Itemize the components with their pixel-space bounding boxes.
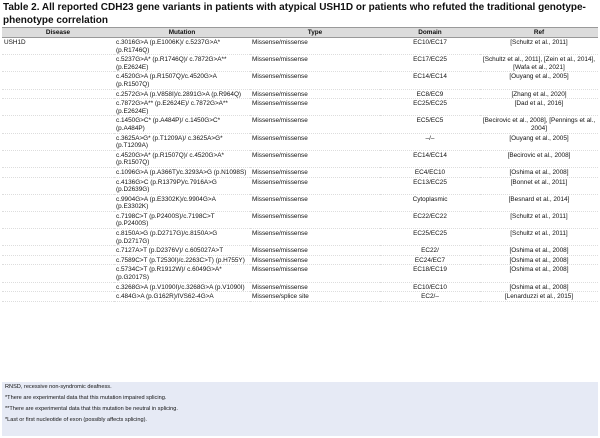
cell-domain: EC2/–	[380, 292, 480, 302]
cell-type: Missense/missense	[250, 133, 380, 150]
cell-domain: EC14/EC14	[380, 150, 480, 167]
cell-ref: [Schultz et al., 2011]	[480, 229, 598, 246]
cell-domain: EC13/EC25	[380, 177, 480, 194]
cell-mutation: c.3016G>A (p.E1006K)/ c.5237G>A* (p.R1746Q)	[114, 38, 250, 55]
cell-domain: –/–	[380, 133, 480, 150]
cell-disease	[2, 99, 114, 116]
document	[0, 2, 600, 438]
cell-mutation: c.1450G>C* (p.A484P)/ c.1450G>C* (p.A484P)	[114, 116, 250, 133]
cell-ref: [Becirovic et al., 2008], [Pennings et al., 2004]	[480, 116, 598, 133]
cell-ref: [Schultz et al., 2011]	[480, 38, 598, 55]
cell-ref: [Zhang et al., 2020]	[480, 89, 598, 99]
cell-type: Missense/missense	[250, 177, 380, 194]
cell-mutation: c.2572G>A (p.V858I)/c.2891G>A (p.R964Q)	[114, 89, 250, 99]
table-body	[2, 38, 598, 302]
cell-disease	[2, 211, 114, 228]
cell-ref: [Lenarduzzi et al., 2015]	[480, 292, 598, 302]
footnote-abbreviation: RNSD, recessive non-syndromic deafness.	[5, 384, 112, 390]
cell-type: Missense/missense	[250, 246, 380, 256]
cell-disease	[2, 194, 114, 211]
cell-type: Missense/splice site	[250, 292, 380, 302]
table-row	[2, 255, 598, 265]
cell-domain: EC25/EC25	[380, 99, 480, 116]
column-header-type: Type	[250, 28, 380, 38]
cell-disease	[2, 292, 114, 302]
cell-mutation: c.3268G>A (p.V1090I)/c.3268G>A (p.V1090I)	[114, 282, 250, 292]
cell-ref: [Besnard et al., 2014]	[480, 194, 598, 211]
cell-type: Missense/missense	[250, 89, 380, 99]
footnote-splicing-neutral: **There are experimental data that this mutation be neutral in splicing.	[5, 406, 178, 412]
table-row	[2, 282, 598, 292]
table-row	[2, 265, 598, 282]
cell-type: Missense/missense	[250, 229, 380, 246]
cell-domain: EC17/EC25	[380, 55, 480, 72]
cell-ref: [Dad et al., 2016]	[480, 99, 598, 116]
table-row	[2, 38, 598, 55]
cell-type: Missense/missense	[250, 282, 380, 292]
cell-type: Missense/missense	[250, 99, 380, 116]
cell-disease: USH1D	[2, 38, 114, 55]
footnote-splicing-impaired: *There are experimental data that this mutation impaired splicing.	[5, 395, 167, 401]
cell-disease	[2, 55, 114, 72]
table-row	[2, 55, 598, 72]
column-header-mutation: Mutation	[114, 28, 250, 38]
cell-domain: EC4/EC10	[380, 167, 480, 177]
cell-ref: [Bonnet et al., 2011]	[480, 177, 598, 194]
cell-mutation: c.9904G>A (p.E3302K)/c.9904G>A (p.E3302K)	[114, 194, 250, 211]
cell-type: Missense/missense	[250, 211, 380, 228]
cell-domain: EC10/EC17	[380, 38, 480, 55]
cell-mutation: c.4136G>C (p.R1379P)/c.7916A>G (p.D2639G)	[114, 177, 250, 194]
column-header-ref: Ref	[480, 28, 598, 38]
table-header-row	[2, 28, 598, 38]
cell-type: Missense/missense	[250, 116, 380, 133]
cell-ref: [Oshima et al., 2008]	[480, 246, 598, 256]
cell-domain: EC18/EC19	[380, 265, 480, 282]
cell-domain: EC25/EC25	[380, 229, 480, 246]
cell-mutation: c.7589C>T (p.T2530I)/c.2263C>T) (p.H755Y)	[114, 255, 250, 265]
cell-mutation: c.8150A>G (p.D2717G)/c.8150A>G (p.D2717G)	[114, 229, 250, 246]
column-header-domain: Domain	[380, 28, 480, 38]
cell-domain: EC22/	[380, 246, 480, 256]
cell-disease	[2, 229, 114, 246]
table-row	[2, 167, 598, 177]
cell-disease	[2, 167, 114, 177]
cell-ref: [Oshima et al., 2008]	[480, 167, 598, 177]
cell-mutation: c.4520G>A (p.R1507Q)/c.4520G>A (p.R1507Q)	[114, 72, 250, 89]
cell-disease	[2, 265, 114, 282]
table-footnotes	[2, 382, 598, 436]
cell-disease	[2, 246, 114, 256]
table-row	[2, 229, 598, 246]
table-row	[2, 194, 598, 211]
cell-ref: [Becirovic et al., 2008]	[480, 150, 598, 167]
cell-disease	[2, 150, 114, 167]
variants-table	[2, 27, 598, 302]
table-row	[2, 211, 598, 228]
table-row	[2, 72, 598, 89]
cell-type: Missense/missense	[250, 167, 380, 177]
cell-ref: [Schultz et al., 2011], [Zein et al., 2014], [Wafa et al., 2021]	[480, 55, 598, 72]
table-title: Table 2. All reported CDH23 gene variants in patients with atypical USH1D or patients who refuted the traditional genotype-phenotype correlation	[3, 2, 586, 26]
cell-domain: EC5/EC5	[380, 116, 480, 133]
cell-type: Missense/missense	[250, 194, 380, 211]
cell-type: Missense/missense	[250, 265, 380, 282]
cell-type: Missense/missense	[250, 38, 380, 55]
cell-type: Missense/missense	[250, 72, 380, 89]
cell-disease	[2, 133, 114, 150]
cell-disease	[2, 72, 114, 89]
column-header-disease: Disease	[2, 28, 114, 38]
table-row	[2, 292, 598, 302]
cell-ref: [Oshima et al., 2008]	[480, 255, 598, 265]
cell-domain: Cytoplasmic	[380, 194, 480, 211]
cell-mutation: c.7198C>T (p.P2400S)/c.7198C>T (p.P2400S)	[114, 211, 250, 228]
table-row	[2, 116, 598, 133]
cell-domain: EC24/EC7	[380, 255, 480, 265]
table-row	[2, 99, 598, 116]
cell-disease	[2, 282, 114, 292]
cell-disease	[2, 177, 114, 194]
cell-disease	[2, 116, 114, 133]
cell-ref: [Oshima et al., 2008]	[480, 265, 598, 282]
table-row	[2, 150, 598, 167]
cell-mutation: c.5734C>T (p.R1912W)/ c.6049G>A* (p.G2017S)	[114, 265, 250, 282]
cell-ref: [Ouyang et al., 2005]	[480, 133, 598, 150]
cell-type: Missense/missense	[250, 55, 380, 72]
cell-domain: EC22/EC22	[380, 211, 480, 228]
table-row	[2, 246, 598, 256]
cell-ref: [Oshima et al., 2008]	[480, 282, 598, 292]
cell-mutation: c.3625A>G* (p.T1209A)/ c.3625A>G* (p.T1209A)	[114, 133, 250, 150]
cell-mutation: c.4520G>A* (p.R1507Q)/ c.4520G>A* (p.R1507Q)	[114, 150, 250, 167]
cell-mutation: c.1096G>A (p.A366T)/c.3293A>G (p.N1098S)	[114, 167, 250, 177]
cell-mutation: c.5237G>A* (p.R1746Q)/ c.7872G>A** (p.E2624E)	[114, 55, 250, 72]
footnote-exon-boundary: *Last or first nucleotide of exon (possibly affects splicing).	[5, 417, 147, 423]
cell-ref: [Ouyang et al., 2005]	[480, 72, 598, 89]
cell-mutation: c.484G>A (p.G162R)/IVS62-4G>A	[114, 292, 250, 302]
cell-domain: EC10/EC10	[380, 282, 480, 292]
table-row	[2, 133, 598, 150]
cell-mutation: c.7872G>A** (p.E2624E)/ c.7872G>A** (p.E2624E)	[114, 99, 250, 116]
cell-domain: EC14/EC14	[380, 72, 480, 89]
cell-ref: [Schultz et al., 2011]	[480, 211, 598, 228]
cell-domain: EC8/EC9	[380, 89, 480, 99]
cell-disease	[2, 89, 114, 99]
table-row	[2, 177, 598, 194]
table-row	[2, 89, 598, 99]
cell-type: Missense/missense	[250, 150, 380, 167]
cell-disease	[2, 255, 114, 265]
cell-type: Missense/missense	[250, 255, 380, 265]
cell-mutation: c.7127A>T (p.D2376V)/ c.605027A>T	[114, 246, 250, 256]
